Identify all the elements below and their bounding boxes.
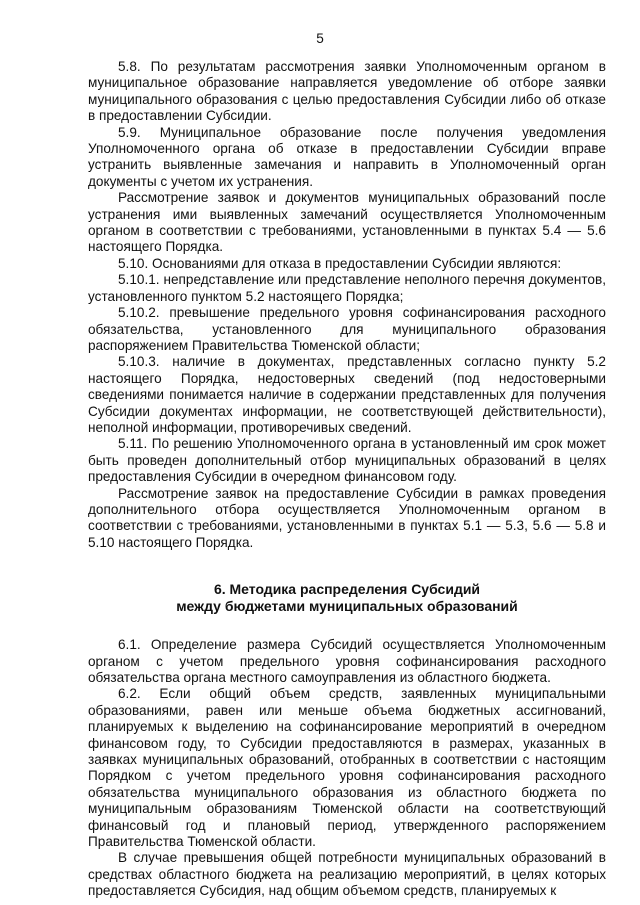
- paragraph-6-2-excess: В случае превышения общей потребности муниципальных образований в средствах областного бюджета на реализацию мероприятий, в целях которых предоставляется Субсидия, над общим объемом средств, планируемых к: [88, 850, 606, 899]
- paragraph-5-10: 5.10. Основаниями для отказа в предоставлении Субсидии являются:: [118, 255, 562, 271]
- section-heading-line-1: 6. Методика распределения Субсидий: [213, 581, 481, 598]
- paragraph-5-8: 5.8. По результатам рассмотрения заявки Уполномоченным органом в муниципальное образование направляется уведомление об отборе заявки муниципального образования с целью предоставления Субсидии либо об отказе в предоставлении Субсидии.: [88, 59, 606, 124]
- paragraph-5-9: 5.9. Муниципальное образование после получения уведомления Уполномоченного органа об отказе в предоставлении Субсидии вправе устранить выявленные замечания и направить в Уполномоченный орган документы с учетом их устранения.: [88, 124, 606, 189]
- page-number: 5: [316, 31, 324, 46]
- paragraph-5-10-1: 5.10.1. непредставление или представление неполного перечня документов, установленного пунктом 5.2 настоящего Порядка;: [88, 272, 606, 304]
- section-heading-line-2: между бюджетами муниципальных образований: [176, 598, 518, 615]
- paragraph-5-11-review: Рассмотрение заявок на предоставление Субсидии в рамках проведения дополнительного отбора осуществляется Уполномоченным органом в соответствии с требованиями, установленными в пунктах 5.1 — 5.3, 5.6 — 5.8 и 5.10 настоящего Порядка.: [88, 485, 606, 550]
- paragraph-5-11: 5.11. По решению Уполномоченного органа в установленный им срок может быть проведен дополнительный отбор муниципальных образований в целях предоставления Субсидии в очередном финансовом году.: [88, 436, 606, 485]
- paragraph-6-2: 6.2. Если общий объем средств, заявленных муниципальными образованиями, равен или меньше объема бюджетных ассигнований, планируемых к выделению на софинансирование мероприятий в очередном финансовом году, то Субсидии предоставляются в размерах, указанных в заявках муниципальных образований, отобранных в соответствии с настоящим Порядком с учетом предельного уровня софинансирования расходного обязательства муниципального образования из областного бюджета по муниципальным образованиям Тюменской области на соответствующий финансовый год и плановый период, утвержденного распоряжением Правительства Тюменской области.: [88, 686, 606, 850]
- paragraph-5-10-2: 5.10.2. превышение предельного уровня софинансирования расходного обязательства, установленного для муниципального образования распоряжением Правительства Тюменской области;: [88, 305, 606, 353]
- document-body: [88, 59, 606, 900]
- section-heading: [88, 581, 606, 615]
- paragraph-5-9-review: Рассмотрение заявок и документов муниципальных образований после устранения ими выявленных замечаний осуществляется Уполномоченным органом в соответствии с требованиями, установленными в пунктах 5.4 — 5.6 настоящего Порядка.: [88, 190, 606, 255]
- paragraph-6-1: 6.1. Определение размера Субсидий осуществляется Уполномоченным органом с учетом предельного уровня софинансирования расходного обязательства органа местного самоуправления из областного бюджета.: [88, 637, 606, 685]
- paragraph-5-10-3: 5.10.3. наличие в документах, представленных согласно пункту 5.2 настоящего Порядка, недостоверных сведений (под недостоверными сведениями понимается наличие в содержании представленных для получения Субсидии документах информации, не соответствующей действительности), неполной информации, противоречивых сведений.: [88, 354, 606, 435]
